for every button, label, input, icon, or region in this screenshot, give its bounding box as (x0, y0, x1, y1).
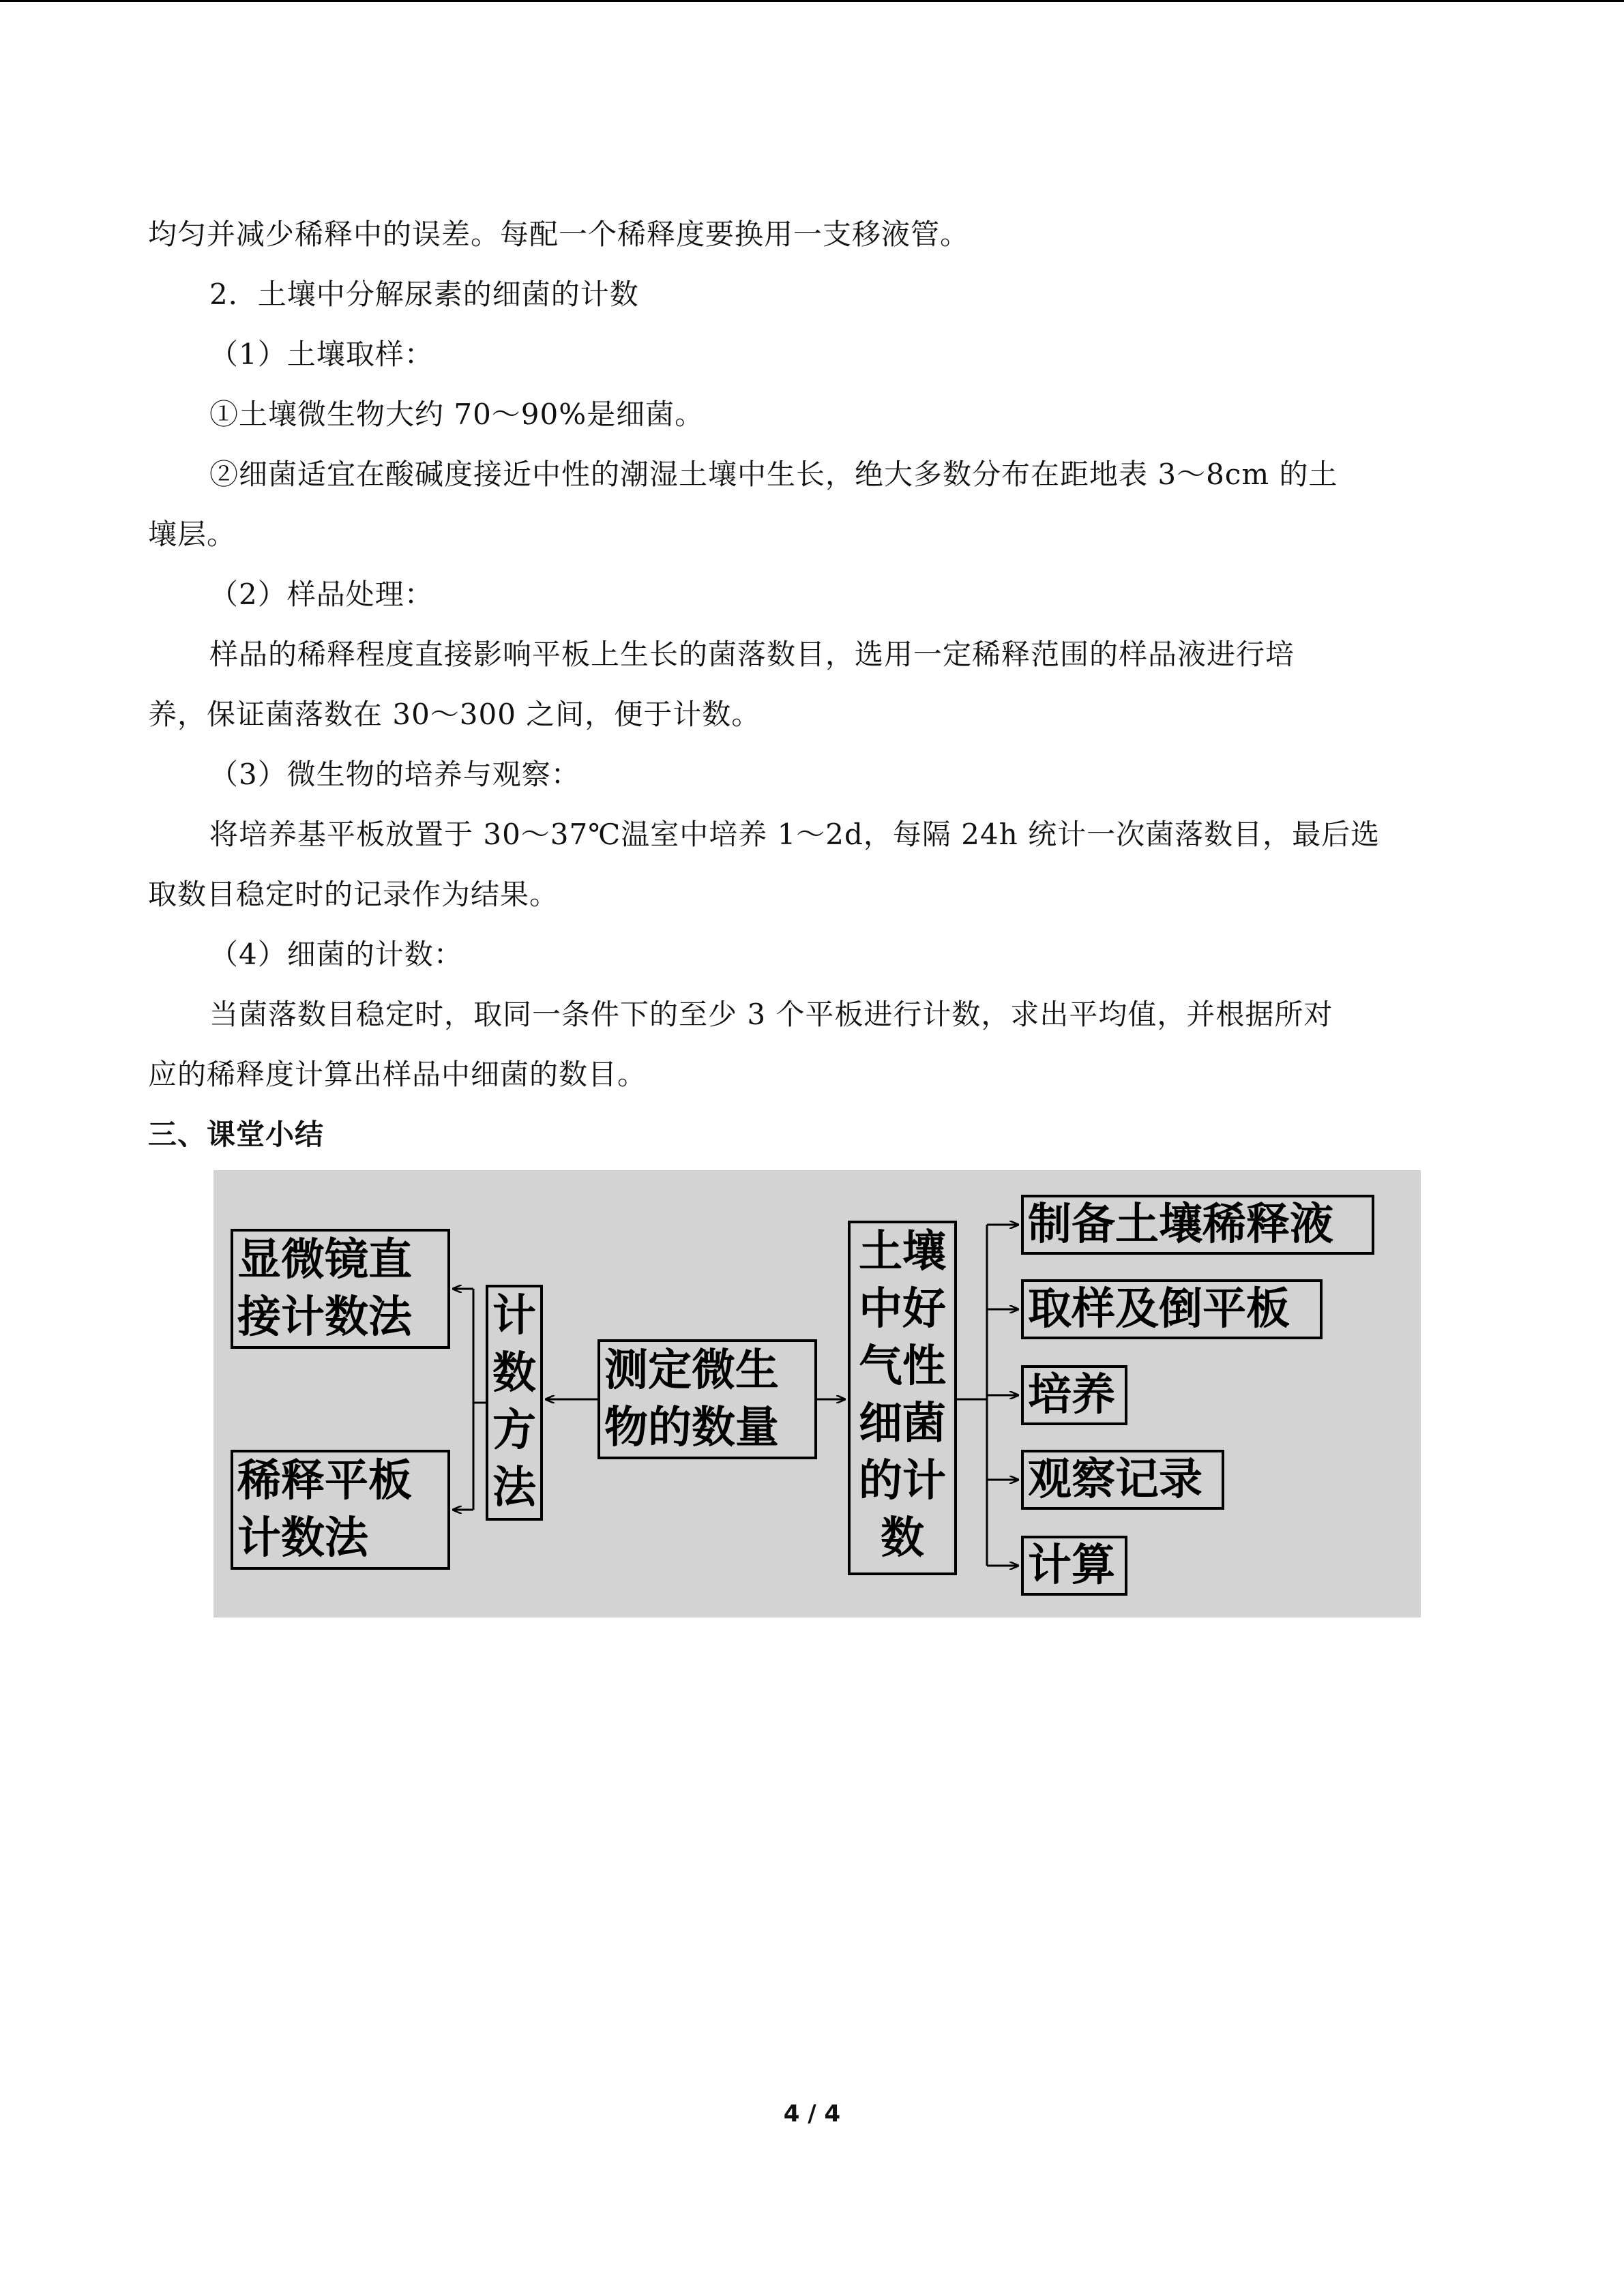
box-text-line: 气性 (859, 1341, 946, 1392)
subheading-bacteria-count: （4）细菌的计数： (209, 938, 463, 971)
paragraph-line: 均匀并减少稀释中的误差。每配一个稀释度要换用一支移液管。 (148, 218, 970, 251)
subheading-soil-sampling: （1）土壤取样： (209, 338, 434, 371)
paragraph-line: 取数目稳定时的记录作为结果。 (148, 878, 559, 911)
box-step-calculate: 计算 (1021, 1536, 1127, 1596)
box-text-line: 土壤 (859, 1226, 946, 1277)
box-step-prepare-dilution: 制备土壤稀释液 (1021, 1195, 1374, 1255)
paragraph-line: 样品的稀释程度直接影响平板上生长的菌落数目，选用一定稀释范围的样品液进行培 (209, 638, 1295, 671)
box-text-line: 数 (881, 1512, 924, 1564)
paragraph-line: 将培养基平板放置于 30～37℃温室中培养 1～2d，每隔 24h 统计一次菌落数目，最后选 (209, 818, 1381, 851)
box-counting-methods (486, 1285, 543, 1521)
box-text-line: 数 (492, 1347, 536, 1399)
page-top-border (0, 0, 1624, 2)
box-text-line: 方 (492, 1405, 536, 1456)
paragraph-line: ①土壤微生物大约 70～90%是细菌。 (209, 398, 705, 431)
page-number: 4 / 4 (783, 2100, 841, 2128)
box-text-line: 的计 (859, 1455, 946, 1506)
section-title: 三、课堂小结 (148, 1118, 325, 1151)
box-text-line: 物的数量 (604, 1402, 779, 1453)
box-step-sampling-plating: 取样及倒平板 (1021, 1279, 1323, 1339)
paragraph-line: ②细菌适宜在酸碱度接近中性的潮湿土壤中生长，绝大多数分布在距地表 3～8cm 的土 (209, 458, 1338, 491)
box-step-observe-record: 观察记录 (1021, 1450, 1224, 1510)
paragraph-line: 壤层。 (148, 518, 237, 551)
box-measure-microbes (597, 1339, 817, 1459)
subheading-culture-observation: （3）微生物的培养与观察： (209, 758, 580, 791)
box-dilution-plate-method (231, 1450, 450, 1570)
summary-diagram (213, 1170, 1421, 1617)
subheading-soil-bacteria-count: 2．土壤中分解尿素的细菌的计数 (209, 278, 639, 311)
subheading-sample-processing: （2）样品处理： (209, 578, 434, 611)
box-text-line: 显微镜直 (237, 1234, 412, 1285)
paragraph-line: 养，保证菌落数在 30～300 之间，便于计数。 (148, 698, 761, 731)
box-text-line: 法 (492, 1462, 536, 1513)
box-text-line: 稀释平板 (237, 1455, 412, 1506)
box-text-line: 计数法 (237, 1512, 368, 1564)
box-microscope-count-method (231, 1229, 450, 1349)
box-step-culture: 培养 (1021, 1365, 1127, 1425)
box-text-line: 中好 (859, 1283, 946, 1335)
paragraph-line: 应的稀释度计算出样品中细菌的数目。 (148, 1058, 647, 1091)
box-text-line: 测定微生 (604, 1345, 779, 1396)
paragraph-line: 当菌落数目稳定时，取同一条件下的至少 3 个平板进行计数，求出平均值，并根据所对 (209, 998, 1333, 1031)
box-text-line: 细菌 (859, 1398, 946, 1449)
box-text-line: 接计数法 (237, 1292, 412, 1343)
box-soil-aerobic-bacteria-count (848, 1221, 957, 1575)
box-text-line: 计 (492, 1290, 536, 1341)
